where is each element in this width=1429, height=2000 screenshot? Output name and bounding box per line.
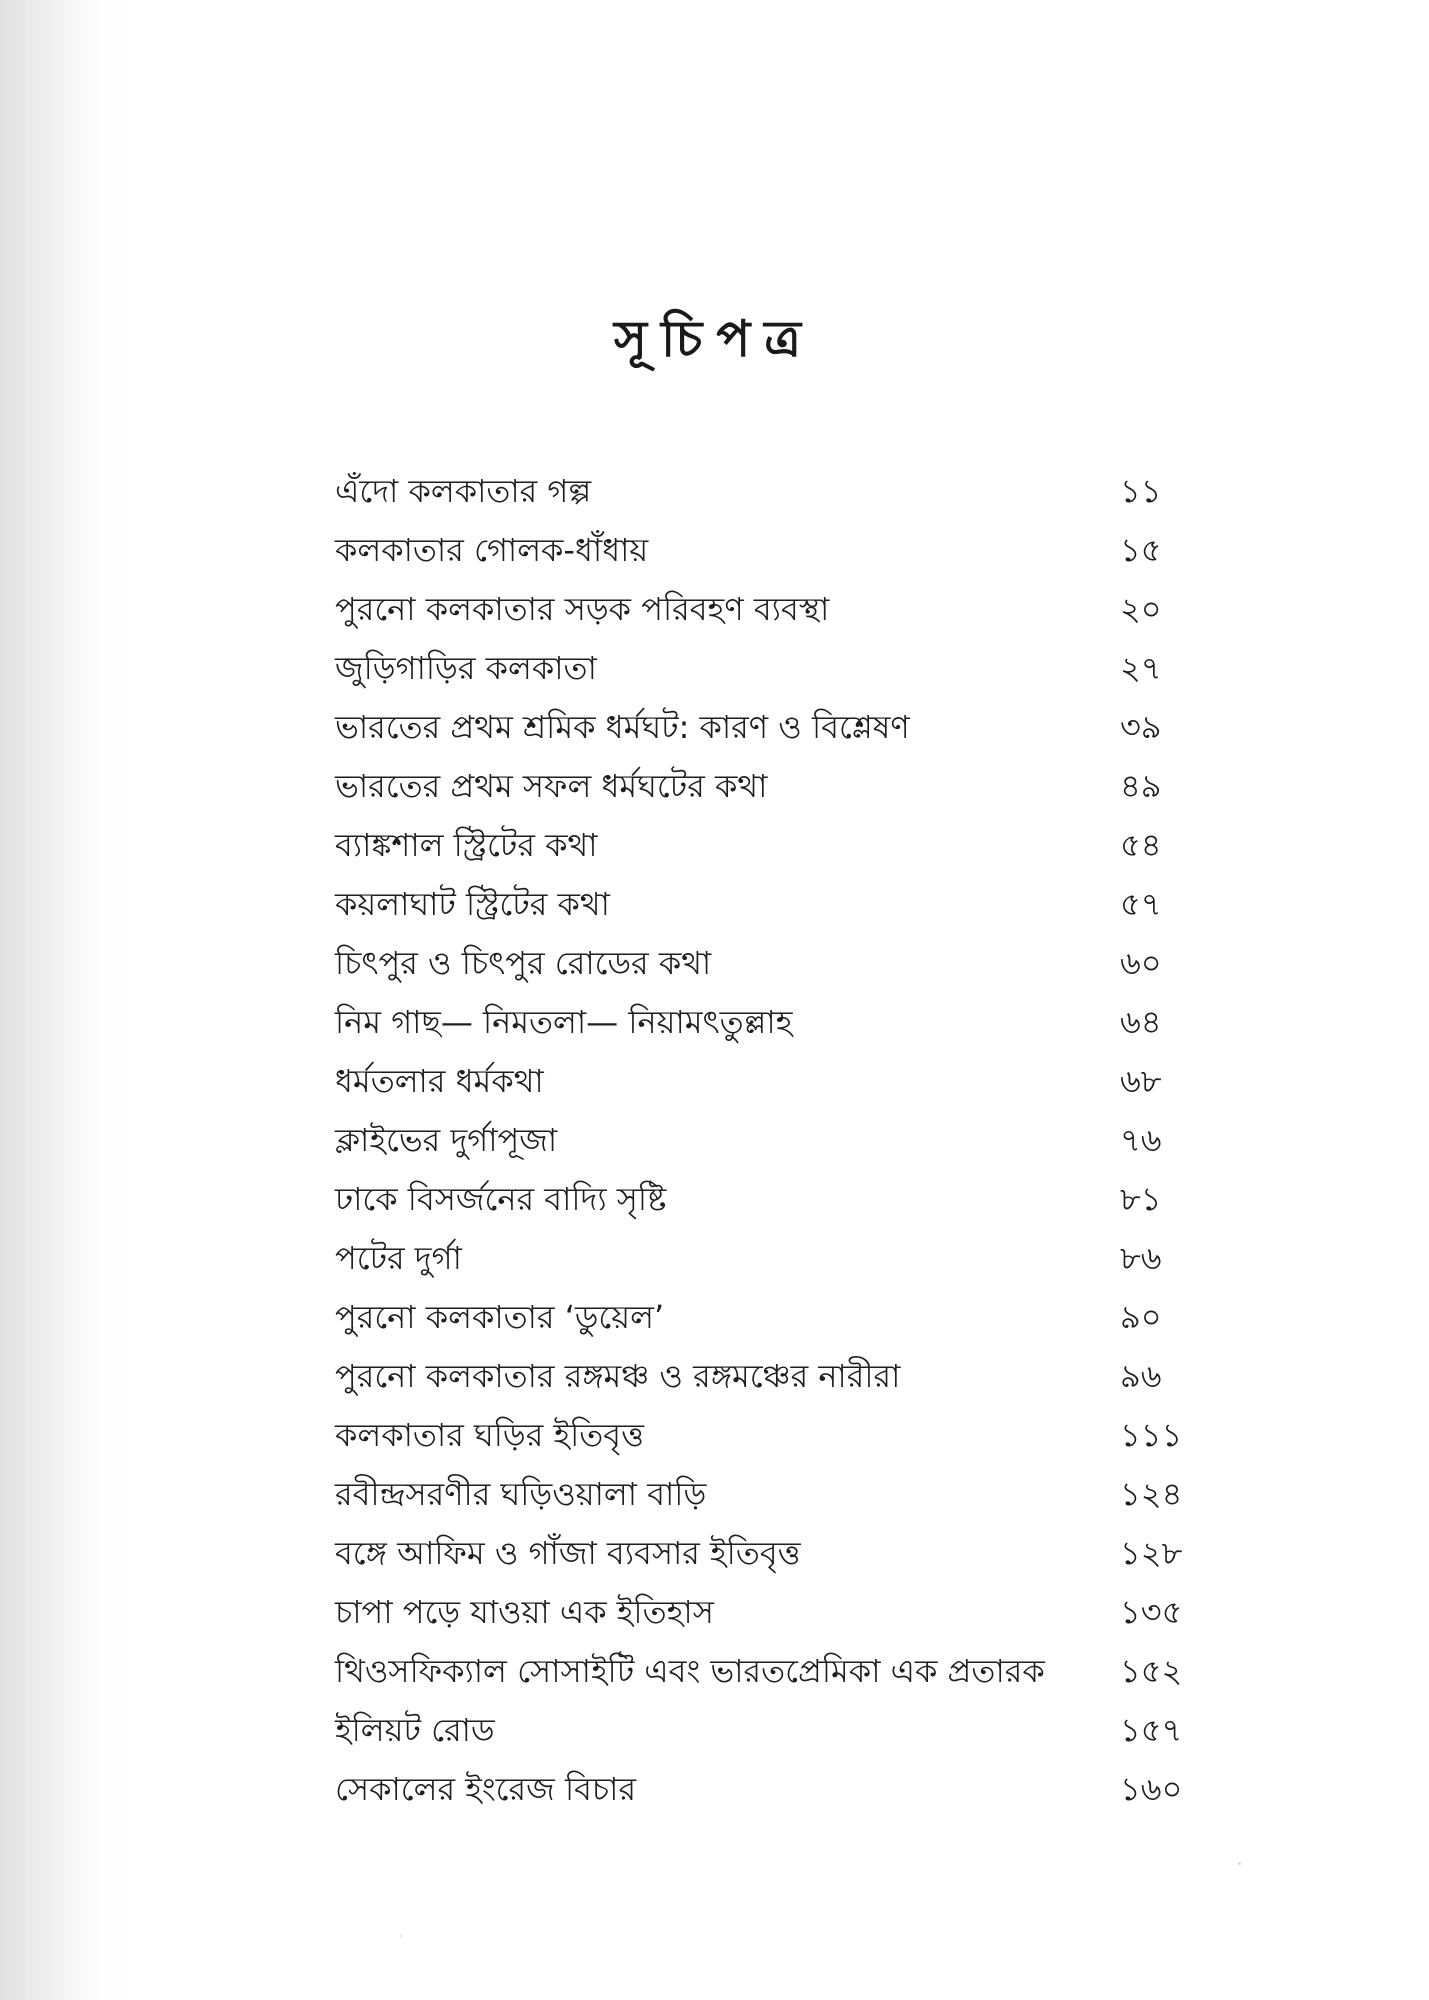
toc-entry-page: ৫৪ [1120, 826, 1162, 864]
toc-entry [335, 639, 1190, 698]
table-of-contents [335, 462, 1190, 1819]
paper-speck [1238, 1862, 1241, 1865]
toc-entry [335, 1760, 1190, 1819]
page-gutter-shadow [0, 0, 100, 2000]
toc-entry-title: এঁদো কলকাতার গল্প [335, 472, 592, 510]
toc-entry-title: থিওসফিক্যাল সোসাইটি এবং ভারতপ্রেমিকা এক প্রতারক [335, 1652, 1045, 1690]
toc-heading: সূচিপত্র [614, 310, 815, 368]
toc-entry [335, 1406, 1190, 1465]
toc-entry [335, 521, 1190, 580]
toc-entry-page: ৮১ [1120, 1180, 1162, 1218]
toc-entry-title: ইলিয়ট রোড [335, 1711, 495, 1749]
toc-entry-page: ৫৭ [1120, 885, 1162, 923]
toc-entry-page: ১৩৫ [1120, 1593, 1183, 1631]
toc-entry-title: নিম গাছ— নিমতলা— নিয়ামৎতুল্লাহ [335, 1003, 793, 1041]
toc-entry-page: ৮৬ [1120, 1239, 1162, 1277]
toc-entry-page: ৯০ [1120, 1298, 1162, 1336]
toc-entry [335, 1052, 1190, 1111]
toc-entry-title: ব্যাঙ্কশাল স্ট্রিটের কথা [335, 826, 598, 864]
toc-entry [335, 1288, 1190, 1347]
toc-entry-page: ৯৬ [1120, 1357, 1162, 1395]
toc-entry-title: কলকাতার ঘড়ির ইতিবৃত্ত [335, 1416, 645, 1454]
toc-entry [335, 462, 1190, 521]
toc-entry-page: ১২৪ [1120, 1475, 1183, 1513]
toc-entry-title: ক্লাইভের দুর্গাপূজা [335, 1121, 558, 1159]
toc-entry-title: ধর্মতলার ধর্মকথা [335, 1062, 544, 1100]
toc-entry-title: পুরনো কলকাতার রঙ্গমঞ্চ ও রঙ্গমঞ্চের নারীরা [335, 1357, 901, 1395]
toc-entry-title: সেকালের ইংরেজ বিচার [335, 1770, 637, 1808]
toc-entry-page: ১৫৭ [1120, 1711, 1183, 1749]
toc-entry-page: ৬৪ [1120, 1003, 1162, 1041]
toc-entry-title: চাপা পড়ে যাওয়া এক ইতিহাস [335, 1593, 714, 1631]
toc-entry [335, 993, 1190, 1052]
toc-entry [335, 875, 1190, 934]
toc-entry [335, 816, 1190, 875]
toc-entry-title: পটের দুর্গা [335, 1239, 462, 1277]
toc-entry-page: ২৭ [1120, 649, 1162, 687]
toc-entry-title: জুড়িগাড়ির কলকাতা [335, 649, 597, 687]
paper-speck [400, 1935, 402, 1937]
toc-entry-title: পুরনো কলকাতার সড়ক পরিবহণ ব্যবস্থা [335, 590, 830, 628]
toc-entry [335, 1583, 1190, 1642]
toc-entry [335, 1701, 1190, 1760]
toc-entry-page: ৬৮ [1120, 1062, 1162, 1100]
toc-entry [335, 580, 1190, 639]
toc-entry [335, 1642, 1190, 1701]
toc-entry-page: ৬০ [1120, 944, 1162, 982]
toc-entry-title: চিৎপুর ও চিৎপুর রোডের কথা [335, 944, 712, 982]
toc-entry-page: ২০ [1120, 590, 1162, 628]
toc-entry-title: বঙ্গে আফিম ও গাঁজা ব্যবসার ইতিবৃত্ত [335, 1534, 801, 1572]
toc-entry-page: ১৫২ [1120, 1652, 1183, 1690]
toc-entry-page: ১৫ [1120, 531, 1162, 569]
toc-entry-title: কলকাতার গোলক-ধাঁধায় [335, 531, 649, 569]
toc-entry-title: ভারতের প্রথম সফল ধর্মঘটের কথা [335, 767, 768, 805]
toc-entry-page: ৩৯ [1120, 708, 1162, 746]
toc-entry [335, 1347, 1190, 1406]
toc-entry-page: ১২৮ [1120, 1534, 1183, 1572]
toc-entry-page: ৭৬ [1120, 1121, 1162, 1159]
toc-entry [335, 1111, 1190, 1170]
toc-entry-page: ১৬০ [1120, 1770, 1183, 1808]
toc-entry-title: কয়লাঘাট স্ট্রিটের কথা [335, 885, 610, 923]
toc-entry-title: পুরনো কলকাতার ‘ডুয়েল’ [335, 1298, 665, 1336]
toc-entry-page: ৪৯ [1120, 767, 1162, 805]
toc-entry [335, 757, 1190, 816]
toc-entry-page: ১১ [1120, 472, 1162, 510]
toc-entry [335, 1170, 1190, 1229]
toc-entry-title: ভারতের প্রথম শ্রমিক ধর্মঘট: কারণ ও বিশ্লেষণ [335, 708, 910, 746]
toc-entry [335, 1524, 1190, 1583]
toc-entry-page: ১১১ [1120, 1416, 1183, 1454]
toc-entry-title: ঢাকে বিসর্জনের বাদ্যি সৃষ্টি [335, 1180, 667, 1218]
toc-entry [335, 698, 1190, 757]
toc-entry [335, 934, 1190, 993]
toc-entry [335, 1465, 1190, 1524]
toc-entry [335, 1229, 1190, 1288]
toc-entry-title: রবীন্দ্রসরণীর ঘড়িওয়ালা বাড়ি [335, 1475, 707, 1513]
